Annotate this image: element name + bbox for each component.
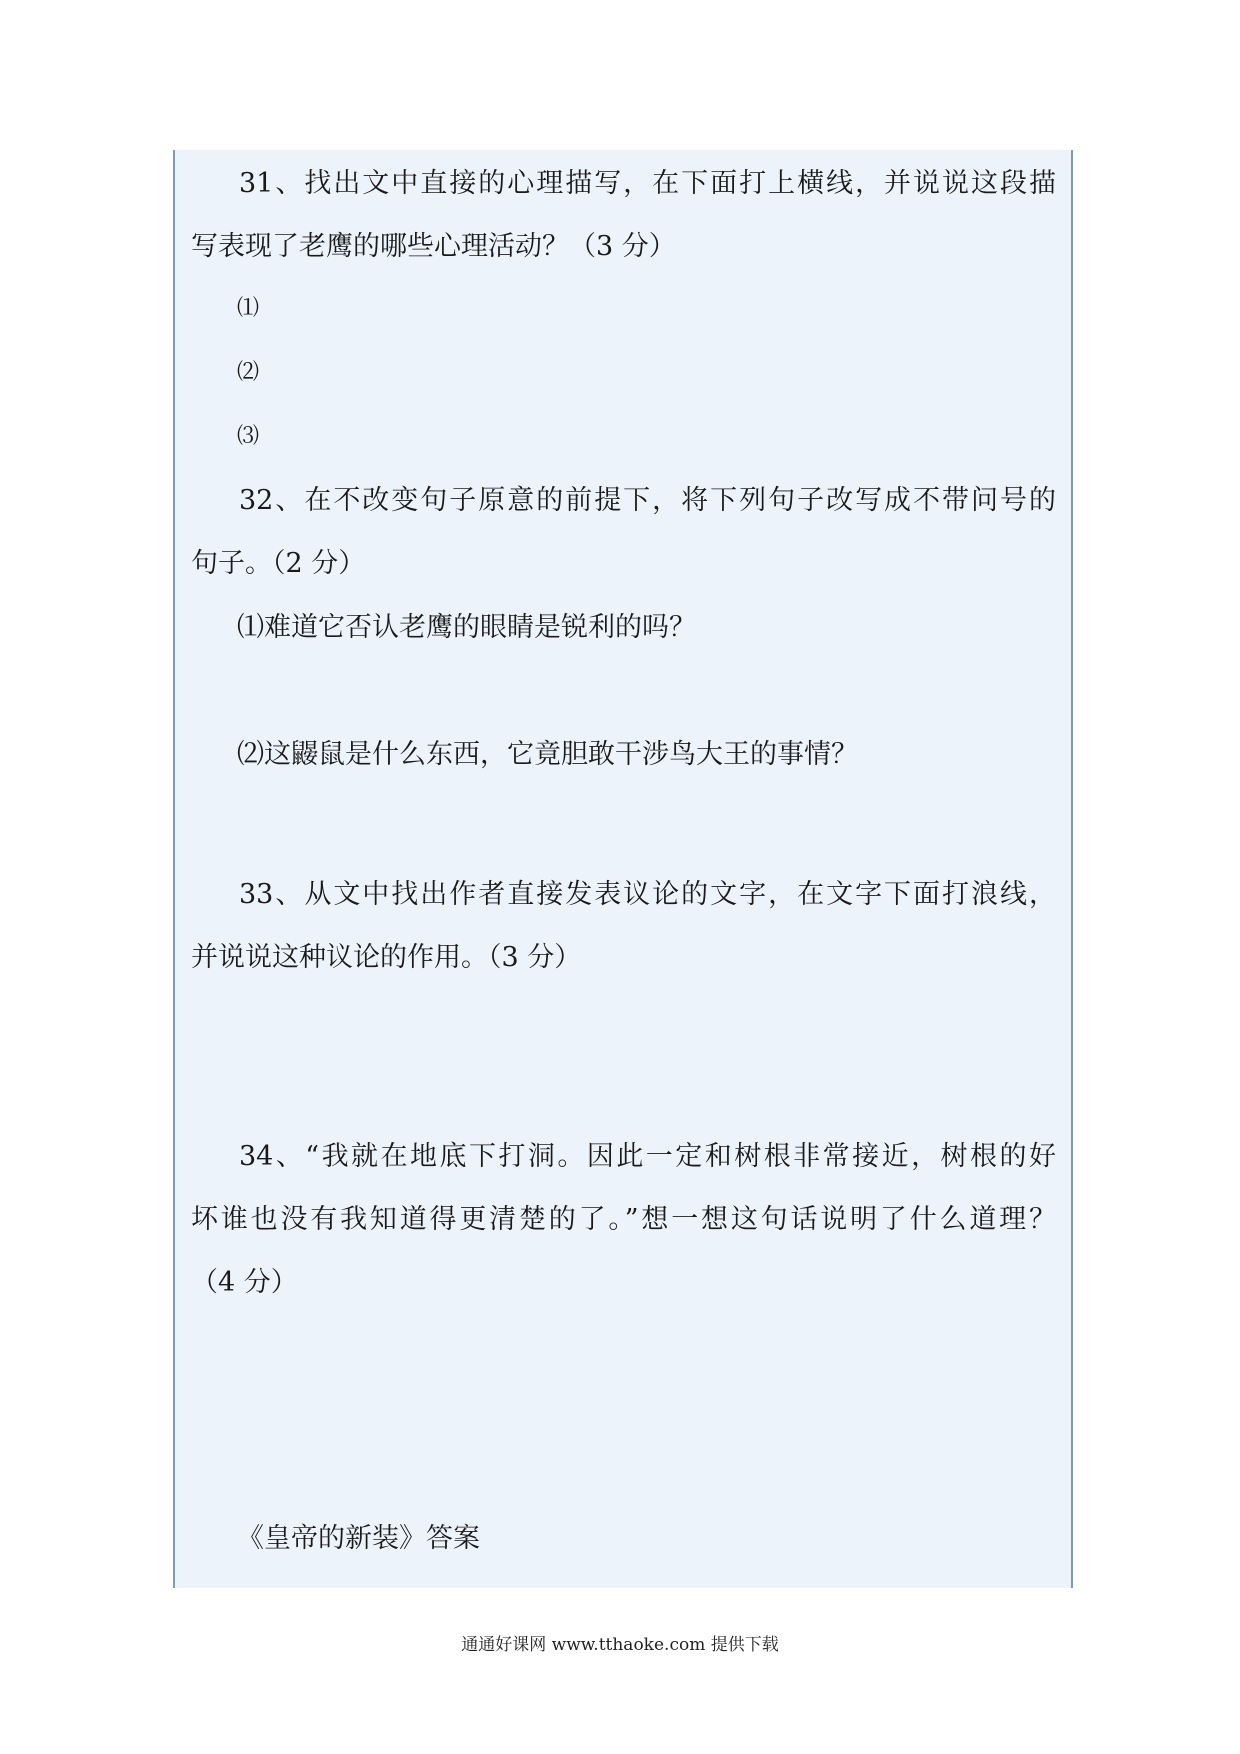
question-32-sentence-2: ⑵这鼹鼠是什么东西，它竟胆敢干涉鸟大王的事情？ (237, 739, 858, 770)
question-34-line-3: （4 分） (191, 1267, 298, 1298)
answer-section-title: 《皇帝的新装》答案 (237, 1523, 480, 1554)
question-32-line-2: 句子。（2 分） (191, 548, 366, 579)
question-31-answer-1: ⑴ (237, 296, 260, 321)
question-32-line-1: 32、在不改变句子原意的前提下，将下列句子改写成不带问号的 (239, 485, 1056, 516)
question-31-line-2: 写表现了老鹰的哪些心理活动？（3 分） (191, 231, 676, 262)
page-footer: 通通好课网 www.tthaoke.com 提供下载 (461, 1635, 779, 1655)
question-31-answer-3: ⑶ (237, 424, 260, 449)
question-31-answer-2: ⑵ (237, 360, 260, 385)
question-34-line-2: 坏谁也没有我知道得更清楚的了。”想一想这句话说明了什么道理？ (191, 1204, 1056, 1235)
question-34-line-1: 34、“我就在地底下打洞。因此一定和树根非常接近，树根的好 (239, 1141, 1056, 1172)
document-panel (173, 150, 1073, 1588)
question-32-sentence-1: ⑴难道它否认老鹰的眼睛是锐利的吗？ (237, 612, 696, 643)
question-31-line-1: 31、找出文中直接的心理描写，在下面打上横线，并说说这段描 (239, 168, 1056, 199)
question-33-line-2: 并说说这种议论的作用。（3 分） (191, 942, 582, 973)
question-33-line-1: 33、从文中找出作者直接发表议论的文字，在文字下面打浪线， (239, 879, 1056, 910)
